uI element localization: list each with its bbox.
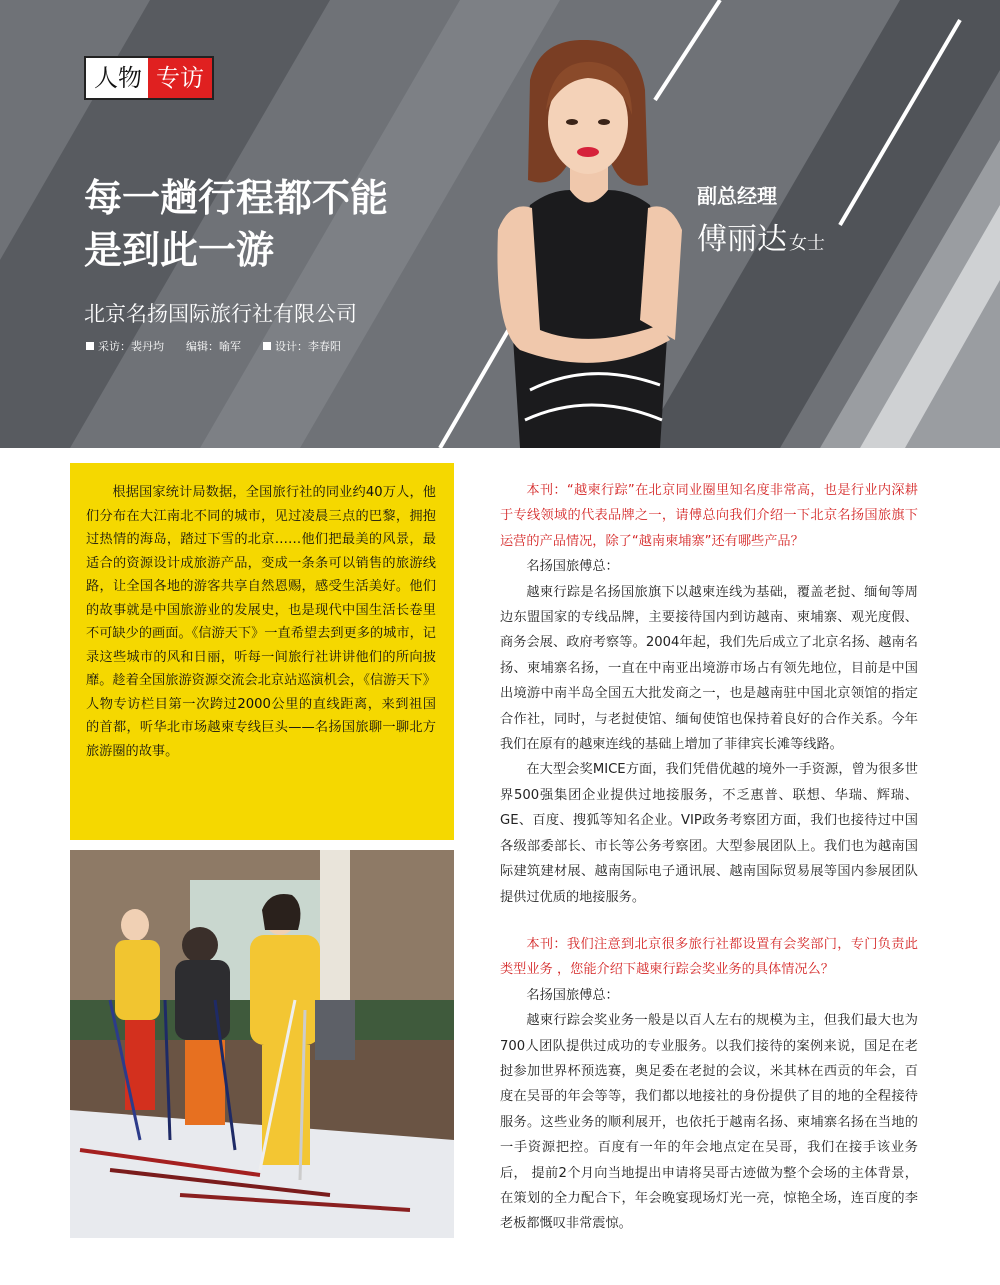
tag-label-red: 专访 xyxy=(148,58,212,98)
tag-label-black: 人物 xyxy=(94,64,142,92)
answer-1-speaker: 名扬国旅傅总： xyxy=(526,559,619,575)
credits-line xyxy=(86,338,355,354)
page-title xyxy=(84,172,484,276)
article-body xyxy=(500,478,918,1237)
header-banner xyxy=(0,0,1000,448)
portrait-photo xyxy=(470,40,710,448)
ski-group-photo xyxy=(70,850,454,1238)
section-tag xyxy=(84,56,214,100)
credit-editor: 编辑：喻军 xyxy=(186,340,241,353)
credit-design: 设计：李春阳 xyxy=(263,338,341,354)
title-line-1: 每一趟行程都不能 xyxy=(84,176,389,220)
name-suffix: 女士 xyxy=(789,233,825,254)
interviewee-name: 傅丽达 女士 xyxy=(697,222,825,257)
square-icon xyxy=(86,342,94,350)
answer-2-speaker: 名扬国旅傅总： xyxy=(526,987,619,1003)
spacer xyxy=(500,910,918,932)
interviewee-role: 副总经理 xyxy=(697,184,777,208)
intro-text: 根据国家统计局数据，全国旅行社的同业约40万人，他们分布在大江南北不同的城市，见过凌晨三点的巴黎，拥抱过热情的海岛，踏过下雪的北京……他们把最美的风景，最适合的资源设计成旅游产品，变成一条条可以销售的旅游线路，让全国各地的游客共享自然恩赐，感受生活美好。他们的故事就是中国旅游业的发展史，也是现代中国生活长卷里不可缺少的画面。《信游天下》一直希望去到更多的城市，记录这些城市的风和日丽，听每一间旅行社讲讲他们的所向披靡。趁着全国旅游资源交流会北京站巡演机会，《信游天下》人物专访栏目第一次跨过2000公里的直线距离，来到祖国的首都，听华北市场越柬专线巨头——名扬国旅聊一聊北方旅游圈的故事。 xyxy=(86,485,436,759)
intro-box xyxy=(70,463,454,840)
credit-interview: 采访：裴丹均 xyxy=(86,338,164,354)
question-1: 本刊：“越柬行踪”在北京同业圈里知名度非常高，也是行业内深耕于专线领域的代表品牌之一，请傅总向我们介绍一下北京名扬国旅旗下运营的产品情况，除了“越南柬埔寨”还有哪些产品？ xyxy=(500,483,918,549)
answer-1-paragraph-2: 在大型会奖MICE方面，我们凭借优越的境外一手资源，曾为很多世界500强集团企业提供过地接服务，不乏惠普、联想、华瑞、辉瑞、GE、百度、搜狐等知名企业。VIP政务考察团方面，我们也接待过中国各级部委部长、市长等公务考察团。大型参展团队上。我们也为越南国际建筑建材展、越南国际电子通讯展、越南国际贸易展等国内参展团队提供过优质的地接服务。 xyxy=(500,762,918,905)
square-icon xyxy=(263,342,271,350)
title-line-2: 是到此一游 xyxy=(84,228,275,272)
company-name: 北京名扬国际旅行社有限公司 xyxy=(84,302,357,326)
answer-2-paragraph-1: 越柬行踪会奖业务一般是以百人左右的规模为主，但我们最大也为700人团队提供过成功的专业服务。以我们接待的案例来说，国足在老挝参加世界杯预选赛，奥足委在老挝的会议，米其林在西贡的年会，百度在吴哥的年会等等，我们都以地接社的身份提供了目的地的全程接待服务。这些业务的顺利展开，也依托于越南名扬、柬埔寨名扬在当地的一手资源把控。百度有一年的年会地点定在吴哥，我们在接手该业务后， 提前2个月向当地提出申请将吴哥古迹做为整个会场的主体背景，在策划的全力配合下，年会晚宴现场灯光一亮，惊艳全场，连百度的李老板都慨叹非常震惊。 xyxy=(500,1013,918,1232)
answer-1-paragraph-1: 越柬行踪是名扬国旅旗下以越柬连线为基础，覆盖老挝、缅甸等周边东盟国家的专线品牌，主要接待国内到访越南、柬埔寨、观光度假、商务会展、政府考察等。2004年起，我们先后成立了北京名扬、越南名扬、柬埔寨名扬，一直在中南亚出境游市场占有领先地位，目前是中国出境游中南半岛全国五大批发商之一，也是越南驻中国北京领馆的指定合作社，同时，与老挝使馆、缅甸使馆也保持着良好的合作关系。今年我们在原有的越柬连线的基础上增加了菲律宾长滩等线路。 xyxy=(500,584,918,753)
question-2: 本刊：我们注意到北京很多旅行社都设置有会奖部门，专门负责此类型业务 ，您能介绍下越柬行踪会奖业务的具体情况么？ xyxy=(500,936,918,978)
